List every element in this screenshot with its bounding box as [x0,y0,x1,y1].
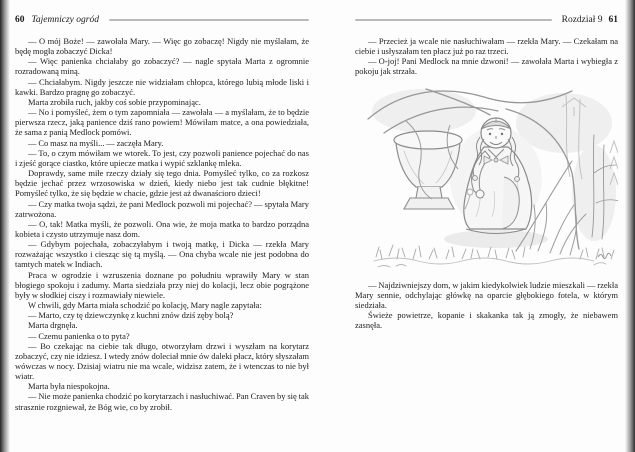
right-page-number: 61 [608,15,618,25]
garden-sketch-illustration [366,81,618,269]
paragraph: — To, o czym mówiłam we wtorek. To jest, czy pozwoli panience pojechać do nas i zjeść gorące ciastko, które upiecze matka i wypić szklankę mleka. [15,147,309,168]
paragraph: Świeże powietrze, kopanie i skakanka tak ją zmogły, że niebawem zasnęła. [355,310,618,331]
illustration-figure [366,81,618,269]
right-page [355,14,618,330]
left-page [15,14,309,412]
paragraph: — O-joj! Pani Medlock na mnie dzwoni! — zawołała Marta i wybiegła z pokoju jak strzała. [355,56,618,77]
paragraph: — O, tak! Matka myśli, że pozwoli. Ona wie, że moja matka to bardzo porządna kobieta i czysto utrzymuje nasz dom. [15,218,309,239]
right-scan-edge-shadow [625,0,635,452]
paragraph: — Nie może panienka chodzić po korytarzach i nasłuchiwać. Pan Craven by się tak strasznie rozgniewał, że Bóg wie, co by zrobił. [15,391,309,412]
paragraph: — No i pomyśleć, żem o tym zapomniała — zawołała — a myślałam, że to będzie pierwsza rzecz, jaką panience dziś rano powiem! Mówiłam matce, a ona powiedziała, że sama z panią Medlock pomówi. [15,107,309,138]
grass-tufts [374,245,614,267]
left-running-title: Tajemniczy ogród [31,15,99,25]
paragraph: Praca w ogrodzie i wzruszenia doznane po południu wprawiły Mary w stan błogiego spokoju i zadumy. Marta siedziała przy niej do kolacji, lecz obie pogrążone były w słodkiej ciszy i rozmawiały niewiele. [15,269,309,300]
paragraph: — Gdybym pojechała, zobaczyłabym i twoją matkę, i Dicka — rzekła Mary rozważając wszystko i ciesząc się tą myślą. — Ona chyba wcale nie jest podobna do tamtych matek w Indiach. [15,239,309,270]
paragraph: — Czy matka twoja sądzi, że pani Medlock pozwoli mi pojechać? — spytała Mary zatrwożona. [15,198,309,219]
right-running-title: Rozdział 9 [561,15,603,25]
right-header-rule [355,19,552,21]
paragraph: — Czemu panienka o to pyta? [28,330,130,341]
artist-signature [598,253,611,258]
left-page-number: 60 [15,15,25,25]
paragraph: — Bo czekając na ciebie tak długo, otworzyłam drzwi i wyszłam na korytarz zobaczyć, czy nie idziesz. I wtedy znów doleciał mnie ów daleki płacz, który słyszałam wówczas w nocy. Dzisiaj wiatru nie ma wcale, widzisz zatem, że i wtenczas to nie był wiatr. [15,340,309,382]
paragraph: — Chciałabym. Nigdy jeszcze nie widziałam chłopca, którego lubią młode liski i kawki. Bardzo pragnę go zobaczyć. [15,76,309,97]
left-running-head [15,14,309,26]
paragraph: — O mój Boże! — zawołała Mary. — Więc go zobaczę! Nigdy nie myślałam, że będę mogła zobaczyć Dicka! [15,36,309,57]
garden-urn [394,121,462,209]
left-header-rule [109,19,309,21]
paragraph: Marta była niespokojna. [28,381,110,392]
paragraph: — Przecież ja wcale nie nasłuchiwałam — rzekła Mary. — Czekałam na ciebie i usłyszałam ten płacz już po raz trzeci. [355,36,618,57]
paragraph: — Więc panienka chciałaby go zobaczyć? — nagle spytała Marta z ogromnie rozradowaną miną. [15,56,309,77]
paragraph: — Co masz na myśli... — zaczęła Mary. [28,137,164,148]
paragraph: W chwili, gdy Marta miała schodzić po kolację, Mary nagle zapytała: [28,300,262,311]
paragraph: Marta drgnęła. [28,320,78,331]
left-scan-edge-shadow [0,0,10,452]
paragraph: — Najdziwniejszy dom, w jakim kiedykolwiek ludzie mieszkali — rzekła Mary sennie, odchylając główkę na oparcie głębokiego fotela, w którym siedziała. [355,279,618,310]
paragraph: Marta zrobiła ruch, jakby coś sobie przypominając. [28,96,201,107]
right-running-head [355,14,618,26]
paragraph: Doprawdy, same miłe rzeczy działy się tego dnia. Pomyśleć tylko, co za rozkosz będzie jechać przez wrzosowiska w dzień, kiedy niebo jest tak cudnie błękitne! Pomyśleć tylko, że się będzie w chacie, gdzie jest aż dwanaścioro dzieci! [15,168,309,199]
paragraph: — Marto, czy tę dziewczynkę z kuchni znów dziś zęby bolą? [28,310,234,321]
